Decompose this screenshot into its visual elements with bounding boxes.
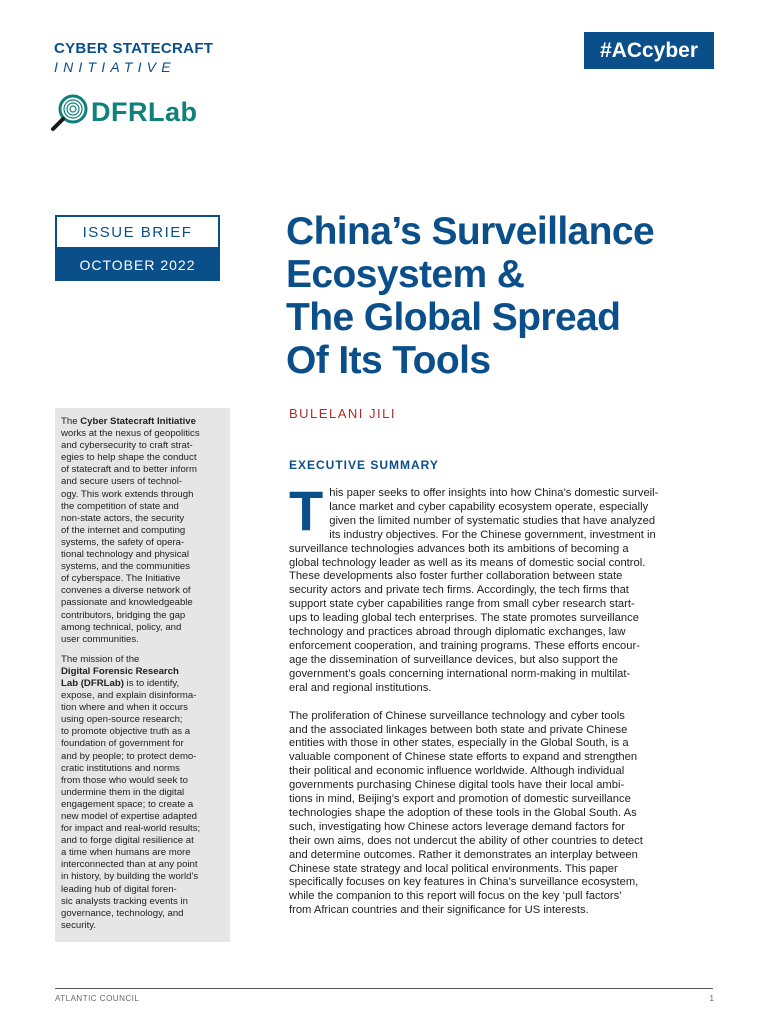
dfrlab-logo-text: DFRLab — [91, 96, 198, 127]
sidebar-line: in history, by building the world’s — [61, 871, 199, 883]
sidebar-paragraph-dfrlab — [61, 654, 224, 932]
dfrlab-logo — [50, 92, 198, 132]
executive-summary-body — [289, 479, 673, 932]
sidebar-line: convenes a diverse network of — [61, 585, 191, 597]
sidebar-line: works at the nexus of geopolitics — [61, 428, 200, 440]
body-line: The proliferation of Chinese surveillance technology and cyber tools — [289, 709, 625, 722]
sidebar-line: a time when humans are more — [61, 847, 191, 859]
body-line: age the dissemination of surveillance devices, but also support the — [289, 653, 618, 666]
sidebar-line: foundation of government for — [61, 738, 184, 750]
body-line: given the limited number of systematic studies that have analyzed — [329, 514, 656, 527]
body-line: his paper seeks to offer insights into how China’s domestic surveil- — [329, 487, 659, 499]
title-line: Of Its Tools — [286, 339, 491, 382]
sidebar-line: ogy. This work extends through — [61, 488, 194, 500]
sidebar-line: systems, and the communities — [61, 561, 191, 573]
sidebar-line: passionate and knowledgeable — [61, 597, 193, 609]
body-line: its industry objectives. For the Chinese government, investment in — [329, 528, 656, 541]
about-sidebar — [55, 408, 230, 942]
sidebar-line: for impact and real-world results; — [61, 823, 201, 835]
sidebar-line: interconnected than at any point — [61, 859, 198, 871]
sidebar-line: contributors, bridging the gap — [61, 609, 186, 621]
body-line: specifically focuses on key features in China’s surveillance ecosystem, — [289, 876, 639, 889]
magnifier-fingerprint-icon — [50, 92, 90, 132]
sidebar-line: governance, technology, and — [61, 907, 184, 919]
body-line: valuable component of Chinese state efforts to expand and strengthen — [289, 751, 638, 764]
sidebar-line: Lab (DFRLab) is to identify, — [61, 677, 180, 689]
body-line: their political and economic influence worldwide. Although individual — [289, 765, 625, 778]
body-line: technologies shape the adoption of these tools in the Global South. As — [289, 806, 637, 819]
page-number: 1 — [709, 994, 714, 1003]
sidebar-line: from those who would seek to — [61, 774, 188, 786]
footer-divider — [55, 988, 713, 989]
sidebar-line: The Cyber Statecraft Initiative — [61, 416, 196, 427]
sidebar-line: among technical, policy, and — [61, 621, 182, 633]
body-line: lance market and cyber capability ecosystem operate, especially — [329, 500, 649, 513]
sidebar-line: Digital Forensic Research — [61, 665, 179, 677]
cyber-statecraft-brand-line1: CYBER STATECRAFT — [54, 40, 214, 57]
sidebar-line: systems, the safety of opera- — [61, 536, 185, 548]
sidebar-line: of statecraft and to better inform — [61, 464, 197, 476]
body-line: Chinese state strategy and local political environments. This paper — [289, 862, 618, 875]
author-name: BULELANI JILI — [289, 406, 396, 421]
body-line: tions in mind, Beijing’s export and promotion of domestic surveillance — [289, 793, 631, 806]
body-line: their own aims, does not undercut the ability of other countries to detect — [289, 834, 643, 847]
hashtag-badge: #ACcyber — [584, 32, 714, 69]
body-paragraph-2 — [289, 710, 673, 919]
cyber-statecraft-brand-line2: INITIATIVE — [54, 59, 176, 75]
sidebar-line: The mission of the — [61, 653, 140, 665]
sidebar-line: of cyberspace. The Initiative — [61, 573, 181, 585]
sidebar-line: the competition of state and — [61, 500, 179, 512]
sidebar-line: to promote objective truth as a — [61, 726, 191, 738]
body-line: from African countries and their significance for US interests. — [289, 904, 589, 917]
title-line: China’s Surveillance — [286, 210, 655, 253]
sidebar-line: user communities. — [61, 633, 139, 645]
sidebar-line: security. — [61, 919, 97, 931]
title-line: Ecosystem & — [286, 253, 525, 296]
sidebar-line: tion where and when it occurs — [61, 702, 188, 714]
body-line: government’s goals concerning international norm-making in multilat- — [289, 667, 631, 680]
sidebar-line: egies to help shape the conduct — [61, 452, 197, 464]
body-line: while the companion to this report will focus on the key ‘pull factors’ — [289, 890, 622, 903]
sidebar-line: tional technology and physical — [61, 549, 190, 561]
issue-brief-label: ISSUE BRIEF — [55, 215, 220, 249]
body-line: and the associated linkages between both state and private Chinese — [289, 723, 628, 736]
document-title — [286, 210, 726, 382]
sidebar-line: sic analysts tracking events in — [61, 895, 188, 907]
sidebar-line: new model of expertise adapted — [61, 811, 197, 822]
body-line: eral and regional institutions. — [289, 681, 432, 694]
body-line: and determine outcomes. Rather it demonstrates an interplay between — [289, 848, 638, 861]
sidebar-line: and secure users of technol- — [61, 476, 183, 488]
body-line: governments purchasing Chinese digital tools have their local ambi- — [289, 779, 625, 792]
sidebar-line: engagement space; to create a — [61, 798, 194, 810]
body-line: global technology leader as well as its means of domestic social control. — [289, 556, 646, 569]
body-line: such, investigating how Chinese actors leverage demand factors for — [289, 820, 625, 833]
body-line: enforcement cooperation, and training programs. These efforts encour- — [289, 639, 640, 652]
body-line: support state cyber capabilities range from small cyber research start- — [289, 598, 635, 611]
sidebar-line: and cybersecurity to craft strat- — [61, 440, 193, 452]
body-line: entities with those in other states, especially in the Global South, is a — [289, 737, 629, 750]
title-line: The Global Spread — [286, 296, 621, 339]
body-line: ups to leading global tech enterprises. The state promotes surveillance — [289, 612, 639, 625]
sidebar-line: non-state actors, the security — [61, 512, 185, 524]
section-heading: EXECUTIVE SUMMARY — [289, 458, 439, 472]
sidebar-line: and by people; to protect demo- — [61, 750, 197, 762]
sidebar-line: expose, and explain disinforma- — [61, 690, 197, 702]
issue-date-label: OCTOBER 2022 — [55, 249, 220, 281]
body-line: technology and practices abroad through diplomatic exchanges, law — [289, 626, 626, 639]
sidebar-line: cratic institutions and norms — [61, 762, 180, 774]
drop-cap: T — [289, 479, 324, 542]
sidebar-paragraph-csi — [61, 416, 224, 646]
sidebar-line: of the internet and computing — [61, 524, 186, 536]
body-paragraph-1 — [289, 479, 673, 696]
body-line: surveillance technologies advances both its ambitions of becoming a — [289, 542, 629, 555]
sidebar-line: leading hub of digital foren- — [61, 883, 177, 895]
sidebar-line: using open-source research; — [61, 714, 183, 726]
sidebar-line: undermine them in the digital — [61, 786, 185, 798]
body-line: security actors and private tech firms. Accordingly, the tech firms that — [289, 584, 629, 597]
body-line: These developments also foster further collaboration between state — [289, 570, 623, 583]
sidebar-line: and to forge digital resilience at — [61, 835, 194, 847]
footer-publisher: ATLANTIC COUNCIL — [55, 994, 140, 1003]
